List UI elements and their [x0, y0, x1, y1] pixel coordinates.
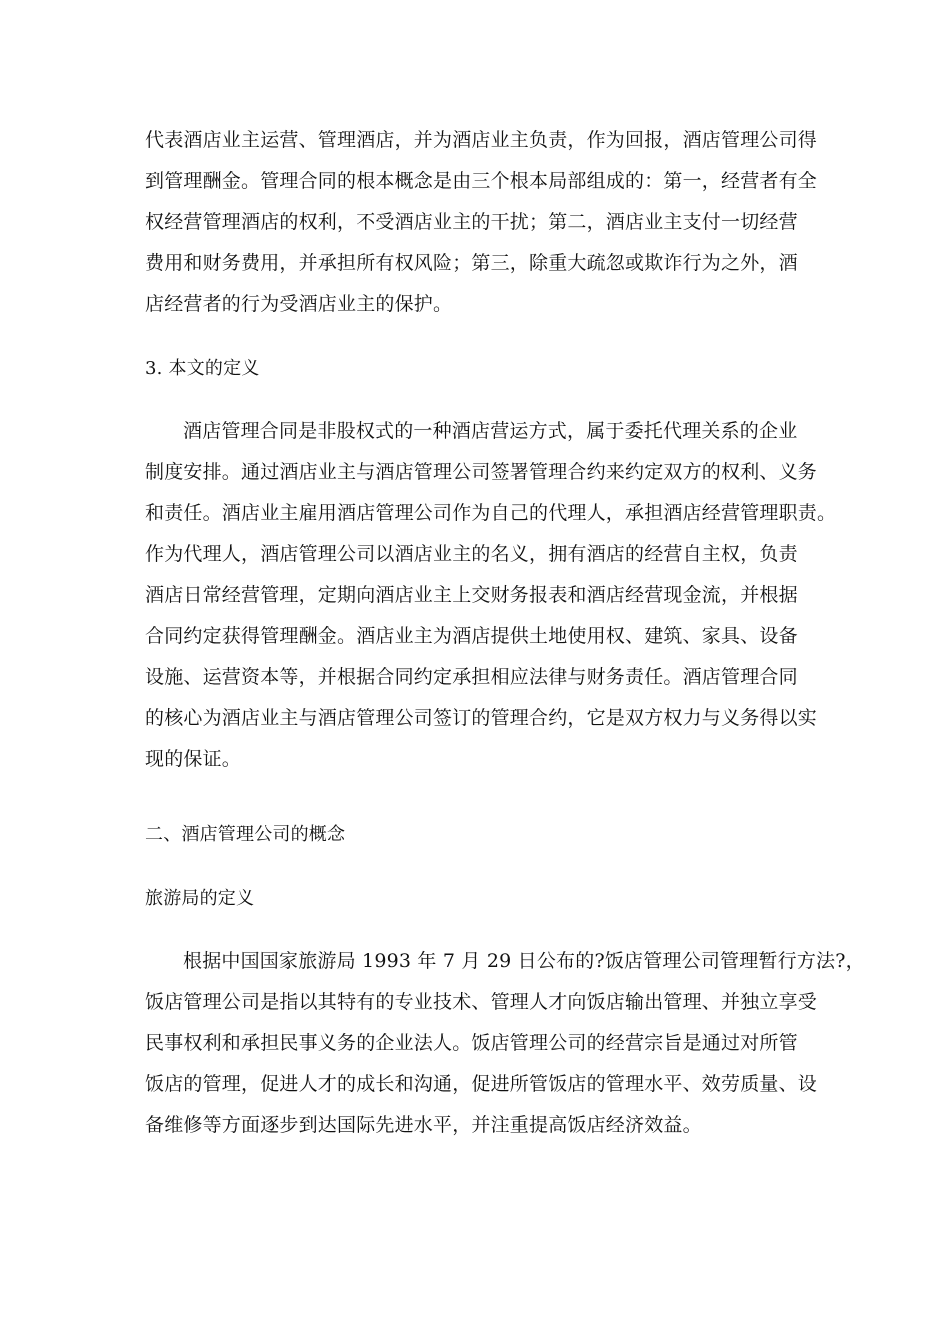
paragraph-2-line: 和责任。酒店业主雇用酒店管理公司作为自己的代理人，承担酒店经营管理职责。 — [145, 502, 837, 524]
paragraph-3-line: 备维修等方面逐步到达国际先进水平，并注重提高饭店经济效益。 — [145, 1114, 702, 1136]
paragraph-2-line: 设施、运营资本等，并根据合同约定承担相应法律与财务责任。酒店管理合同 — [145, 666, 798, 688]
paragraph-1-line: 到管理酬金。管理合同的根本概念是由三个根本局部组成的：第一，经营者有全 — [145, 170, 818, 192]
section-heading-definition: 3. 本文的定义 — [145, 358, 260, 379]
paragraph-2-line: 现的保证。 — [145, 748, 242, 770]
section-heading-company-concept: 二、酒店管理公司的概念 — [145, 824, 346, 845]
paragraph-2-line: 酒店管理合同是非股权式的一种酒店营运方式，属于委托代理关系的企业 — [183, 420, 798, 442]
paragraph-3-line: 民事权利和承担民事义务的企业法人。饭店管理公司的经营宗旨是通过对所管 — [145, 1032, 798, 1054]
paragraph-1-line: 权经营管理酒店的权利，不受酒店业主的干扰；第二，酒店业主支付一切经营 — [145, 211, 798, 233]
paragraph-3-line: 饭店的管理，促进人才的成长和沟通，促进所管饭店的管理水平、效劳质量、设 — [145, 1073, 818, 1095]
paragraph-3-line: 饭店管理公司是指以其特有的专业技术、管理人才向饭店输出管理、并独立享受 — [145, 991, 818, 1013]
paragraph-3-line: 根据中国国家旅游局 1993 年 7 月 29 日公布的?饭店管理公司管理暂行方法?， — [183, 950, 865, 972]
paragraph-2-line: 酒店日常经营管理，定期向酒店业主上交财务报表和酒店经营现金流，并根据 — [145, 584, 798, 606]
paragraph-2-line: 合同约定获得管理酬金。酒店业主为酒店提供土地使用权、建筑、家具、设备 — [145, 625, 798, 647]
paragraph-1-line: 费用和财务费用，并承担所有权风险；第三，除重大疏忽或欺诈行为之外，酒 — [145, 252, 798, 274]
paragraph-1-line: 店经营者的行为受酒店业主的保护。 — [145, 293, 453, 315]
paragraph-2-line: 的核心为酒店业主与酒店管理公司签订的管理合约，它是双方权力与义务得以实 — [145, 707, 818, 729]
paragraph-1-line: 代表酒店业主运营、管理酒店，并为酒店业主负责，作为回报，酒店管理公司得 — [145, 129, 818, 151]
paragraph-2-line: 作为代理人，酒店管理公司以酒店业主的名义，拥有酒店的经营自主权，负责 — [145, 543, 798, 565]
subsection-heading-tourism-definition: 旅游局的定义 — [145, 888, 255, 909]
paragraph-2-line: 制度安排。通过酒店业主与酒店管理公司签署管理合约来约定双方的权利、义务 — [145, 461, 818, 483]
